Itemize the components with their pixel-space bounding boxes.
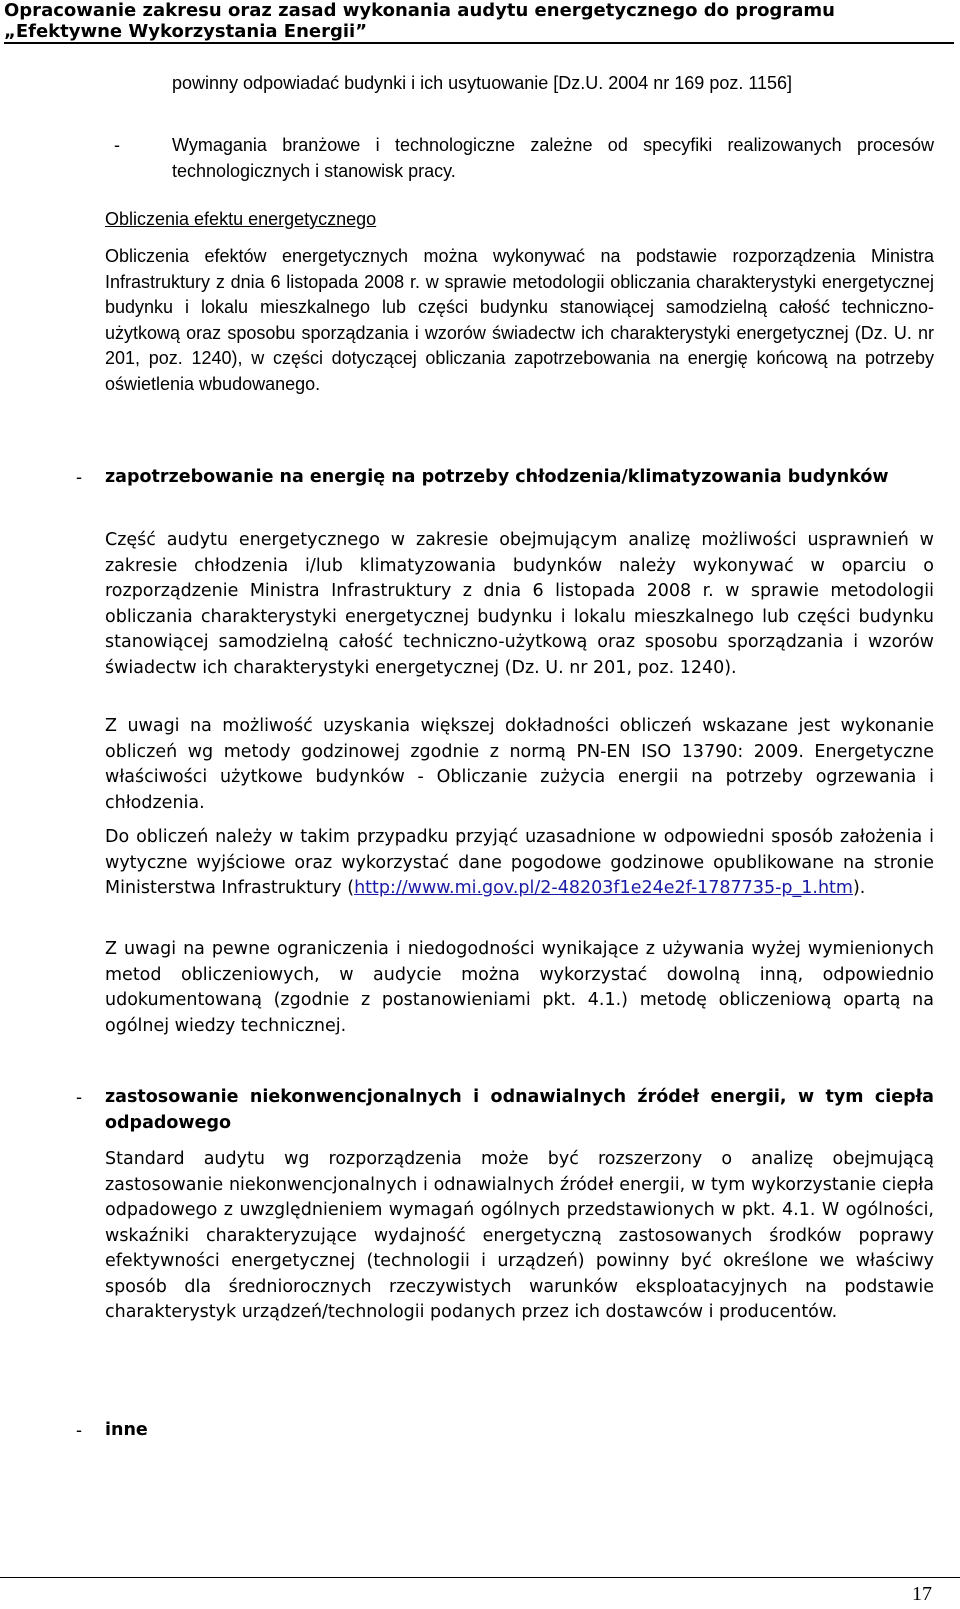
ministry-weather-data-link[interactable]: http://www.mi.gov.pl/2-48203f1e24e2f-1787735-p_1.htm [354,878,853,898]
chlodzenie-paragraph-3 [105,825,934,902]
chlodzenie-paragraph-3-text: Do obliczeń należy w takim przypadku przyjąć uzasadnione w odpowiedni sposób założenia i wytyczne wyjściowe oraz wykorzystać dane pogodowe godzinowe opublikowane na stronie Ministerstwa Infrastruktury ( [105,827,934,898]
section-heading-inne: inne [105,1420,148,1440]
intro-bullet-text: Wymagania branżowe i technologiczne zależne od specyfiki realizowanych procesów technologicznych i stanowisk pracy. [172,135,934,181]
section-efekt-text: Obliczenia efektów energetycznych można wykonywać na podstawie rozporządzenia Ministra Infrastruktury z dnia 6 listopada 2008 r. w sprawie metodologii obliczania charakterystyki energetycznej budynku i lokalu mieszkalnego lub części budynku stanowiącej samodzielną całość techniczno-użytkową oraz sposobu sporządzania i wzorów świadectw ich charakterystyki energetycznej (Dz. U. nr 201, poz. 1240), w części dotyczącej obliczania zapotrzebowania na energię końcową na potrzeby oświetlenia wbudowanego. [105,246,934,394]
bullet-dash: - [114,135,120,155]
chlodzenie-paragraph-4: Z uwagi na pewne ograniczenia i niedogodności wynikające z używania wyżej wymienionych metod obliczeniowych, w audycie można wykorzystać dowolną inną, odpowiednio udokumentowaną (zgodnie z postanowieniami pkt. 4.1.) metodę obliczeniową opartą na ogólnej wiedzy technicznej. [105,939,934,1036]
chlodzenie-paragraph-2: Z uwagi na możliwość uzyskania większej dokładności obliczeń wskazane jest wykonanie obliczeń wg metody godzinowej zgodnie z normą PN-EN ISO 13790: 2009. Energetyczne właściwości użytkowe budynków - Obliczanie zużycia energii na potrzeby ogrzewania i chłodzenia. [105,716,934,813]
bullet-dash: - [76,467,82,487]
page-number: 17 [912,1583,932,1605]
header-title-line-1: Opracowanie zakresu oraz zasad wykonania audytu energetycznego do programu [4,0,835,21]
chlodzenie-paragraph-1: Część audytu energetycznego w zakresie obejmującym analizę możliwości usprawnień w zakresie chłodzenia i/lub klimatyzowania budynków należy wykonywać w oparciu o rozporządzenie Ministra Infrastruktury z dnia 6 listopada 2008 r. w sprawie metodologii obliczania charakterystyki energetycznej budynku i lokalu mieszkalnego lub części budynku stanowiącej samodzielną całość techniczno-użytkową oraz sposobu sporządzania i wzorów świadectw ich charakterystyki energetycznej (Dz. U. nr 201, poz. 1240). [105,530,934,678]
section-heading-efekt: Obliczenia efektu energetycznego [105,209,377,229]
footer-rule [0,1577,960,1578]
document-header [4,0,954,44]
bullet-dash: - [76,1420,82,1440]
oze-paragraph-1: Standard audytu wg rozporządzenia może być rozszerzony o analizę obejmującą zastosowanie niekonwencjonalnych i odnawialnych źródeł energii, w tym wykorzystanie ciepła odpadowego z uwzględnieniem wymagań ogólnych przedstawionych w pkt. 4.1. W ogólności, wskaźniki charakteryzujące wydajność energetyczną zastosowanych środków poprawy efektywności energetycznej (technologii i urządzeń) powinny być określone we właściwy sposób dla średniorocznych rzeczywistych warunków eksploatacyjnych na podstawie charakterystyk urządzeń/technologii podanych przez ich dostawców i producentów. [105,1149,934,1322]
header-title-line-2: „Efektywne Wykorzystania Energii” [4,21,368,42]
section-heading-chlodzenie: zapotrzebowanie na energię na potrzeby chłodzenia/klimatyzowania budynków [105,467,889,487]
intro-continuation: powinny odpowiadać budynki i ich usytuowanie [Dz.U. 2004 nr 169 poz. 1156] [172,73,793,93]
chlodzenie-paragraph-3-end: ). [852,878,866,898]
bullet-dash: - [76,1087,82,1107]
section-heading-oze: zastosowanie niekonwencjonalnych i odnawialnych źródeł energii, w tym ciepła odpadowego [105,1087,934,1133]
